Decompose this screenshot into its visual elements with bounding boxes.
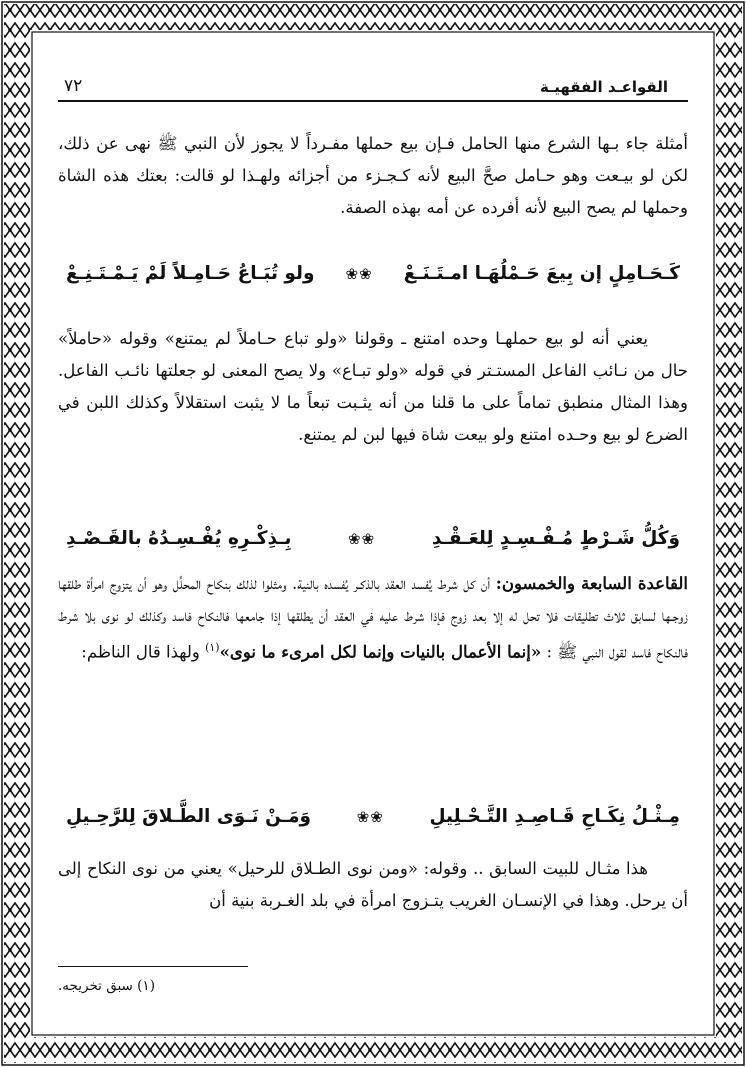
verse-3-first-hemistich: مِـثْـلُ نِكَـاحِ قَـاصِـدِ التَّـحْـلِيلِ: [429, 806, 680, 827]
verse-2-second-hemistich: بِـذِكْـرِهِ يُفْـسِـدُهُ بالقَـصْـدِ: [66, 528, 292, 549]
page-content: [58, 78, 688, 1028]
rule-label: القاعدة السابعة والخمسون:: [495, 574, 688, 593]
footnote: (١) سبق تخريجه.: [58, 978, 155, 994]
flower-separator-icon: ❀❀: [348, 529, 376, 548]
header-title: القواعـد الفقهيـة: [540, 78, 668, 96]
flower-separator-icon: ❀❀: [356, 807, 384, 826]
footnote-divider: [58, 966, 248, 967]
running-header: [58, 78, 688, 102]
paragraph-3-text: أن كل شرط يُفسد العقد بالذكـر يُفسده بالنية. ومثلوا لذلك بنكاح المحلِّل وهو أن يتزوج امرأة طلقها زوجـها لسابق ثلاث تطليقات فلا تحل له إلا بعد زوج فإذا شرط عليه في العقد أن يطلقها إذا جامعها فالنكاح فاسد وكذلك لو نوى بلا شرط فالنكاح فاسد لقول النبي ﷺ :: [58, 574, 688, 662]
paragraph-2: يعني أنه لو بيع حملهـا وحده امتنع ـ وقولنا «ولو تباع حـاملاً لم يمتنع» وقوله «حاملاً» حال من نـائب الفاعل المستـتر في قوله «ولو تبـاع» ولا يصح المعنى لو جعلتها نائـب الفاعل. وهذا المثال منطبق تماماً على ما قلنا من أنه يثـبت تبعاً ما لا يثبت استقلالاً وكذلك اللبن في الضرع لو بيع وحـده امتنع ولو بيعت شاة فيها لبن لم يمتنع.: [58, 329, 688, 444]
verse-3-second-hemistich: وَمَـنْ نَـوَى الطَّـلاقَ لِلرَّحِـيلِ: [66, 806, 312, 827]
verse-line-3: [58, 806, 688, 827]
verse-1-second-hemistich: ولو تُبَـاعُ حَـامِـلاً لَمْ يَـمْـتَـنِـعْ: [66, 263, 315, 284]
paragraph-3-ending: ولهذا قال الناظم:: [81, 642, 200, 662]
verse-line-1: [58, 263, 688, 284]
verse-2-first-hemistich: وَكُلُّ شَـرْطٍ مُـفْـسِـدٍ لِلعَـقْـدِ: [431, 528, 680, 549]
flower-separator-icon: ❀❀: [345, 264, 373, 283]
verse-line-2: [58, 528, 688, 549]
footnote-reference: (١): [205, 641, 220, 654]
verse-1-first-hemistich: كَـحَـامِلٍ إن بِيعَ حَـمْلُهَـا امـتَـنَـعْ: [403, 263, 680, 284]
page-number: ٧٢: [64, 76, 83, 96]
paragraph-1: أمثلة جاء بـها الشرع منها الحامل فـإن بيع حملها مفـرداً لا يجوز لأن النبي ﷺ نهى عن ذلك، لكن لو بيـعت وهو حـامل صحَّ البيع لأنه كـجـزء من أجزائه ولهـذا لو قالت: بعتك هذه الشاة وحملها لم يصح البيع لأنه أفرده عن أمه بهذه الصفة.: [58, 134, 688, 217]
paragraph-3: [58, 568, 688, 669]
hadith-quote: «إنما الأعمال بالنيات وإنما لكل امرىء ما نوى»: [219, 642, 542, 662]
paragraph-4: هذا مثـال للبيت السابق .. وقوله: «ومن نوى الطـلاق للرحيل» يعني من نوى النكاح إلى أن يرحل. وهذا في الإنسـان الغريب يتـزوج امرأة في بلد الغـربة بنية أن: [58, 859, 688, 910]
